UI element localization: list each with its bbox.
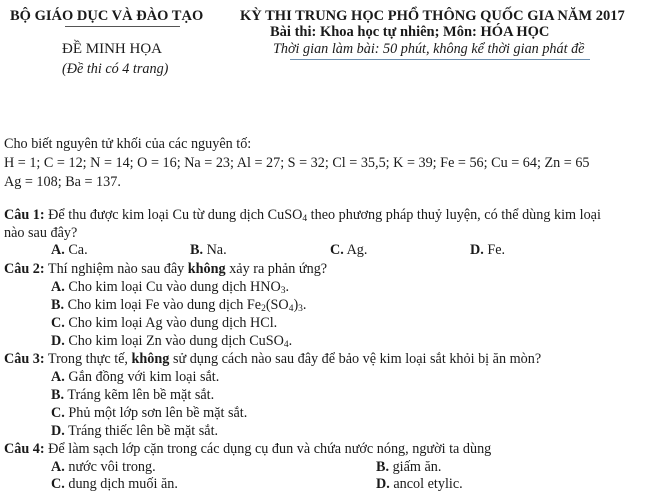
- question-label: Câu 3:: [4, 351, 45, 367]
- time-underline: [290, 59, 590, 60]
- atomic-mass-line1: H = 1; C = 12; N = 14; O = 16; Na = 23; Al = 27; S = 32; Cl = 35,5; K = 39; Fe = 56; Cu = 64; Zn = 65: [4, 155, 590, 171]
- option-3c[interactable]: C. Phủ một lớp sơn lên bề mặt sắt.: [51, 405, 248, 421]
- question-1: Câu 1: Để thu được kim loại Cu từ dung dịch CuSO$_4$ theo phương pháp thuỷ luyện, có thể dùng kim loại: [4, 207, 601, 224]
- option-2b[interactable]: B. Cho kim loại Fe vào dung dịch $Fe_2(SO_4)_3$.: [51, 297, 307, 314]
- exam-title: KỲ THI TRUNG HỌC PHỔ THÔNG QUỐC GIA NĂM 2017: [240, 8, 625, 24]
- question-label: Câu 4:: [4, 441, 45, 457]
- option-4b[interactable]: B. giấm ăn.: [376, 459, 442, 475]
- option-3b[interactable]: B. Tráng kẽm lên bề mặt sắt.: [51, 387, 215, 403]
- exam-type: ĐỀ MINH HỌA: [62, 41, 162, 57]
- question-3: Câu 3: Trong thực tế, không sử dụng cách nào sau đây để bảo vệ kim loại sắt khỏi bị ăn mòn?: [4, 351, 542, 367]
- option-4a[interactable]: A. nước vôi trong.: [51, 459, 156, 475]
- question-label: Câu 1:: [4, 207, 45, 223]
- time-line: Thời gian làm bài: 50 phút, không kể thời gian phát đề: [273, 41, 585, 57]
- ministry-underline: [65, 26, 180, 27]
- option-4c[interactable]: C. dung dịch muối ăn.: [51, 476, 178, 492]
- option-2d[interactable]: D. Cho kim loại Zn vào dung dịch CuSO$_4$.: [51, 333, 293, 350]
- question-1-continuation: nào sau đây?: [4, 225, 78, 241]
- option-2c[interactable]: C. Cho kim loại Ag vào dung dịch HCl.: [51, 315, 278, 331]
- atomic-mass-line2: Ag = 108; Ba = 137.: [4, 174, 121, 190]
- question-2: Câu 2: Thí nghiệm nào sau đây không xảy ra phản ứng?: [4, 261, 328, 277]
- option-3a[interactable]: A. Gắn đồng với kim loại sắt.: [51, 369, 220, 385]
- option-1d[interactable]: D. Fe.: [470, 242, 506, 258]
- question-4: Câu 4: Để làm sạch lớp cặn trong các dụng cụ đun và chứa nước nóng, người ta dùng: [4, 441, 492, 457]
- option-2a[interactable]: A. Cho kim loại Cu vào dung dịch $HNO_3$.: [51, 279, 290, 296]
- option-1c[interactable]: C. Ag.: [330, 242, 368, 258]
- option-4d[interactable]: D. ancol etylic.: [376, 476, 463, 492]
- atomic-mass-intro: Cho biết nguyên tử khối của các nguyên tố:: [4, 136, 252, 152]
- option-3d[interactable]: D. Tráng thiếc lên bề mặt sắt.: [51, 423, 219, 439]
- option-1b[interactable]: B. Na.: [190, 242, 227, 258]
- question-label: Câu 2:: [4, 261, 45, 277]
- option-1a[interactable]: A. Ca.: [51, 242, 88, 258]
- subject-line: Bài thi: Khoa học tự nhiên; Môn: HÓA HỌC: [270, 24, 550, 40]
- ministry-title: BỘ GIÁO DỤC VÀ ĐÀO TẠO: [10, 8, 204, 24]
- page-count: (Đề thi có 4 trang): [62, 61, 169, 77]
